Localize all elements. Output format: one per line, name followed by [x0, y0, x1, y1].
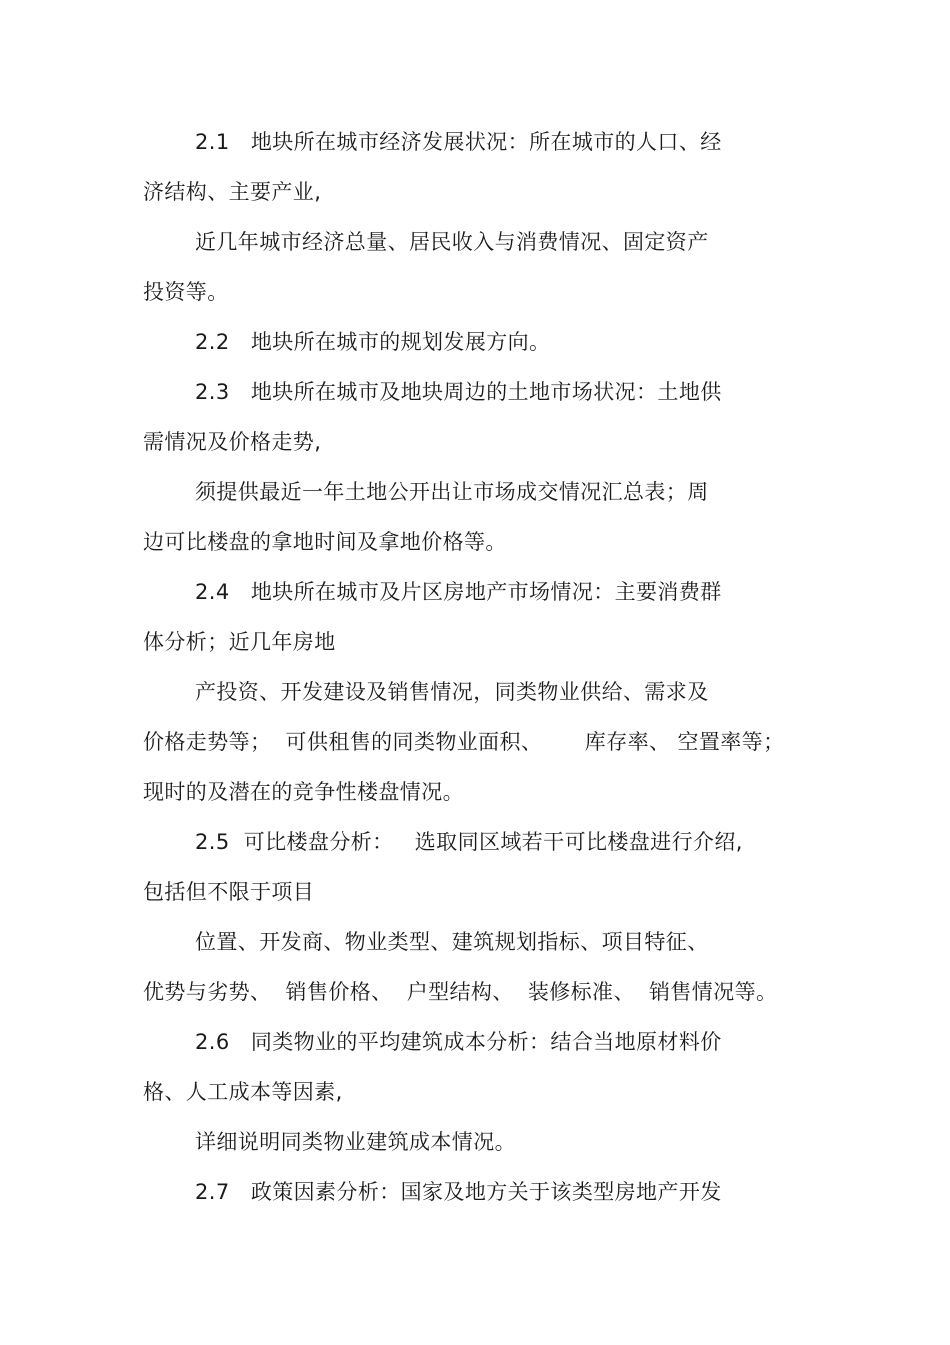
paragraph-2-3-line-1: 2.3 地块所在城市及地块周边的土地市场状况：土地供	[195, 380, 722, 404]
paragraph-2-1-line-4: 投资等。	[143, 280, 229, 304]
paragraph-2-5-line-1: 2.5 可比楼盘分析： 选取同区域若干可比楼盘进行介绍,	[195, 830, 743, 854]
paragraph-2-5-line-2: 包括但不限于项目	[143, 880, 315, 904]
paragraph-2-6-line-1: 2.6 同类物业的平均建筑成本分析：结合当地原材料价	[195, 1030, 722, 1054]
paragraph-2-2-line-1: 2.2 地块所在城市的规划发展方向。	[195, 330, 551, 354]
paragraph-2-4-line-1: 2.4 地块所在城市及片区房地产市场情况：主要消费群	[195, 580, 722, 604]
paragraph-2-7-line-1: 2.7 政策因素分析：国家及地方关于该类型房地产开发	[195, 1180, 722, 1204]
paragraph-2-3-line-2: 需情况及价格走势,	[143, 430, 322, 454]
paragraph-2-4-line-2: 体分析；近几年房地	[143, 630, 336, 654]
paragraph-2-5-line-3: 位置、开发商、物业类型、建筑规划指标、项目特征、	[195, 930, 709, 954]
paragraph-2-5-line-4: 优势与劣势、 销售价格、 户型结构、 装修标准、 销售情况等。	[143, 980, 778, 1004]
paragraph-2-4-line-3: 产投资、开发建设及销售情况，同类物业供给、需求及	[195, 680, 709, 704]
paragraph-2-6-line-2: 格、人工成本等因素,	[143, 1080, 343, 1104]
paragraph-2-6-line-3: 详细说明同类物业建筑成本情况。	[195, 1130, 516, 1154]
paragraph-2-4-line-4: 价格走势等； 可供租售的同类物业面积、 库存率、 空置率等；	[143, 730, 785, 754]
paragraph-2-1-line-1: 2.1 地块所在城市经济发展状况：所在城市的人口、经	[195, 130, 722, 154]
paragraph-2-3-line-3: 须提供最近一年土地公开出让市场成交情况汇总表；周	[195, 480, 709, 504]
paragraph-2-1-line-3: 近几年城市经济总量、居民收入与消费情况、固定资产	[195, 230, 709, 254]
paragraph-2-1-line-2: 济结构、主要产业,	[143, 180, 322, 204]
paragraph-2-4-line-5: 现时的及潜在的竞争性楼盘情况。	[143, 780, 464, 804]
paragraph-2-3-line-4: 边可比楼盘的拿地时间及拿地价格等。	[143, 530, 507, 554]
